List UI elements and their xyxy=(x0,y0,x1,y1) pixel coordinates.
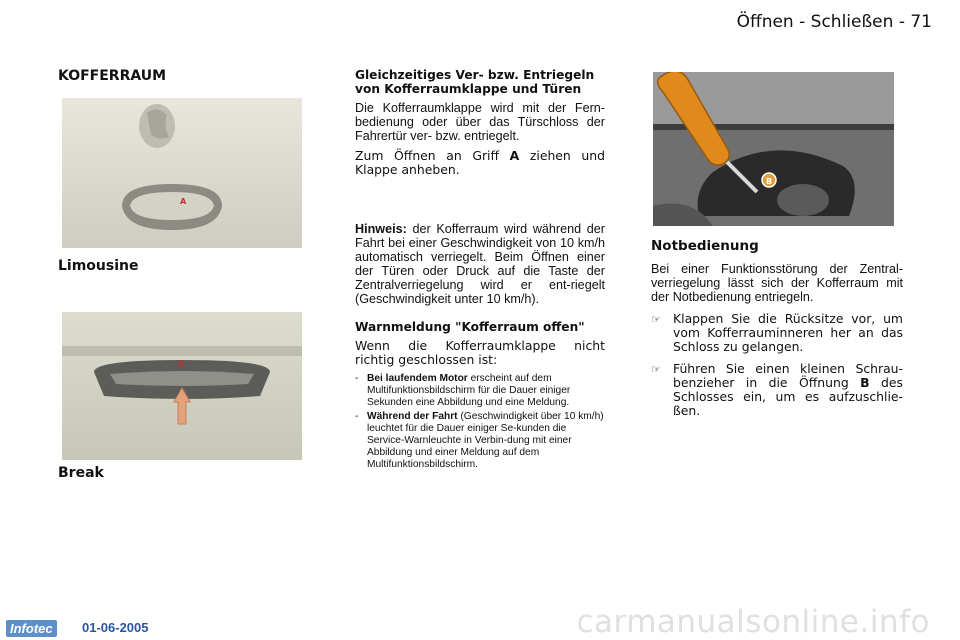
emergency-unlock-photo xyxy=(653,72,894,226)
list-item xyxy=(355,373,605,409)
section-title-kofferraum: KOFFERRAUM xyxy=(58,68,167,84)
list-item-text: (Geschwindigkeit über 10 km/h) leuchtet für die Dauer einiger Se-kunden die Service-Warnleuchte in Verbin-dung mit einer Abbildung und einer Meldung auf dem Multifunktionsbildschirm. xyxy=(367,411,604,470)
oeffnen-text-post: ziehen und Klappe anheben. xyxy=(355,148,605,177)
watermark: carmanualsonline.info xyxy=(576,604,930,640)
oeffnen-text-pre: Zum Öffnen an Griff xyxy=(355,148,500,163)
middle-column xyxy=(355,68,605,177)
right-column xyxy=(651,238,903,418)
step-item xyxy=(651,312,903,354)
step-marker: ☞ xyxy=(651,364,661,376)
paragraph-notbedienung: Bei einer Funktionsstörung der Zentral-verriegelung lässt sich der Kofferraum mit der Notbedienung entriegeln. xyxy=(651,262,903,304)
infotec-badge: Infotec xyxy=(6,620,57,637)
step-text-pre: Führen Sie einen kleinen Schrau-benzieher in die Öffnung xyxy=(673,361,903,390)
step-marker: ☞ xyxy=(651,314,661,326)
opening-b-ref: B xyxy=(860,375,870,390)
page-header: Öffnen - Schließen - 71 xyxy=(736,12,932,32)
limousine-trunk-photo xyxy=(62,98,302,248)
paragraph-fernbedienung: Die Kofferraumklappe wird mit der Fern-bedienung oder über das Türschloss der Fahrertür ver- bzw. entriegelt. xyxy=(355,101,605,143)
warning-block xyxy=(355,320,605,473)
list-item-text: erscheint auf dem Multifunktionsbildschirm für die Dauer einiger Sekunden eine Abbildung und eine Meldung. xyxy=(367,373,571,408)
handle-a-ref: A xyxy=(509,148,520,163)
hint-block xyxy=(355,222,605,306)
caption-limousine: Limousine xyxy=(58,258,139,274)
list-item-bold: Bei laufendem Motor xyxy=(367,373,468,384)
footer-date: 01-06-2005 xyxy=(82,620,149,635)
warning-list xyxy=(355,373,605,471)
list-marker: - xyxy=(355,411,359,422)
step-text: Klappen Sie die Rücksitze vor, um vom Kofferrauminneren her an das Schloss zu gelangen. xyxy=(673,311,903,354)
caption-break: Break xyxy=(58,465,104,481)
hint-label: Hinweis: xyxy=(355,222,407,236)
subsection-title-entriegeln: Gleichzeitiges Ver- bzw. Entriegeln von Kofferraumklappe und Türen xyxy=(355,68,595,96)
subsection-title-warnmeldung: Warnmeldung "Kofferraum offen" xyxy=(355,320,585,334)
paragraph-warnmeldung: Wenn die Kofferraumklappe nicht richtig geschlossen ist: xyxy=(355,338,605,367)
break-trunk-photo xyxy=(62,312,302,460)
label-b: B xyxy=(766,177,773,186)
list-marker: - xyxy=(355,373,359,384)
paragraph-oeffnen xyxy=(355,149,605,177)
step-text-post: des Schlosses ein, um es aufzuschlie-ßen. xyxy=(673,375,903,418)
section-title-notbedienung: Notbedienung xyxy=(651,238,759,254)
list-item xyxy=(355,411,605,471)
label-a-break: A xyxy=(178,359,185,368)
list-item-bold: Während der Fahrt xyxy=(367,411,458,422)
hint-paragraph xyxy=(355,222,605,306)
hint-text: der Kofferraum wird während der Fahrt bei einer Geschwindigkeit von 10 km/h automatisch verriegelt. Beim Öffnen einer der Türen oder Druck auf die Taste der Zentralverriegelung wird er ent-riegelt (Geschwindigkeit unter 10 km/h). xyxy=(355,222,605,306)
label-a-limousine: A xyxy=(180,197,187,206)
step-item xyxy=(651,362,903,418)
